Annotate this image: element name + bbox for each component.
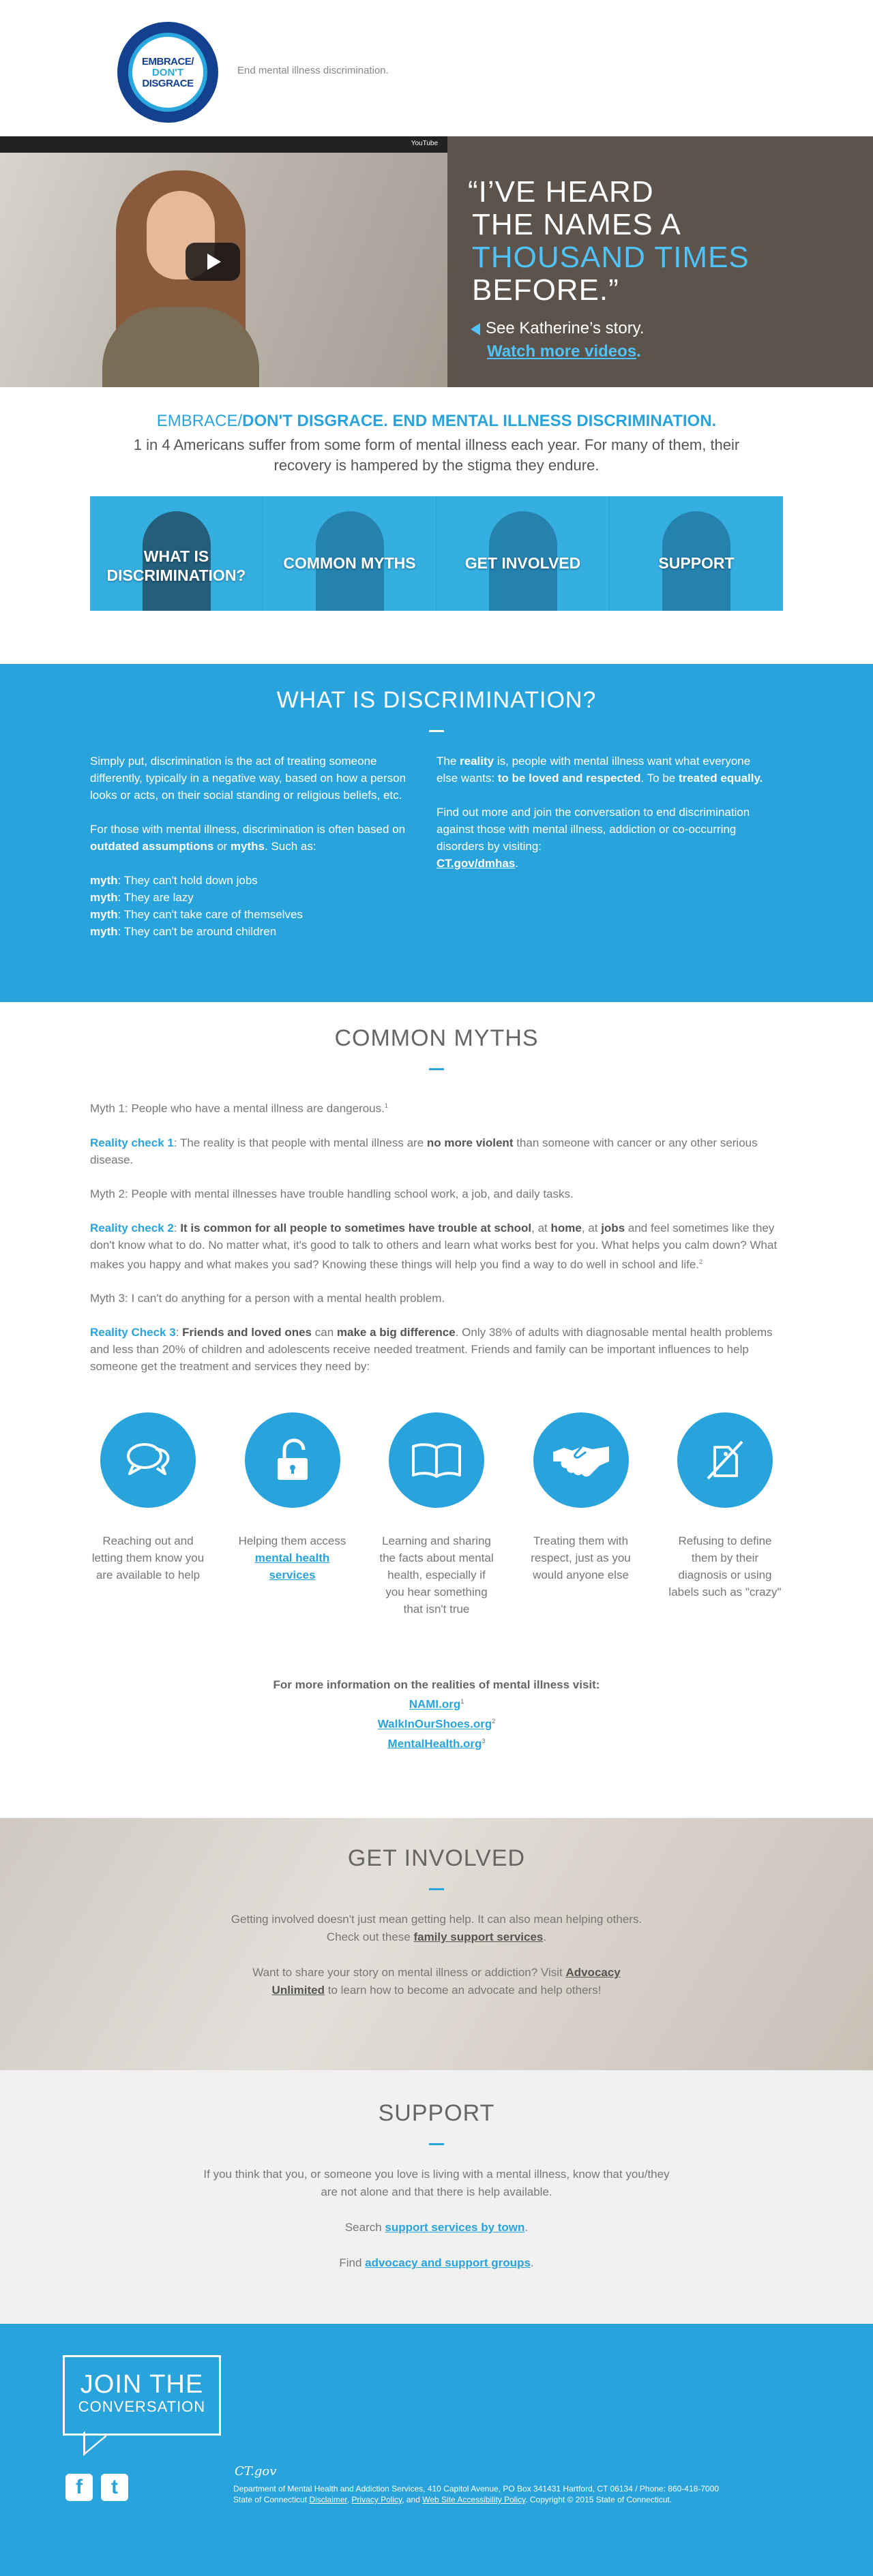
text-span: . To be	[640, 772, 679, 785]
text-span: .	[530, 2256, 534, 2269]
text-span: Search	[344, 2221, 385, 2234]
text-span: :	[175, 1326, 183, 1339]
play-icon	[207, 254, 221, 270]
reality-check-1	[90, 1134, 783, 1168]
watch-more-videos-link[interactable]: Watch more videos	[487, 342, 637, 361]
myth-item	[90, 906, 424, 923]
text-span: is, people with mental illness want what everyone else wants:	[436, 755, 751, 785]
tile-support[interactable]	[610, 496, 783, 611]
text-span: . Only 38% of adults with diagnosable mental health problems and less than 20% of children and adolescents receive needed treatment. Friends and family can be important influences to help someone get the treatment and services they need by:	[90, 1326, 773, 1374]
text-span: . Such as:	[265, 840, 316, 853]
arrow-left-icon	[471, 323, 480, 335]
footer-text	[233, 2483, 820, 2505]
section-tiles	[90, 496, 783, 611]
advocacy-support-groups-link[interactable]: advocacy and support groups	[365, 2256, 531, 2269]
footnote-ref: 2	[492, 1717, 496, 1725]
conversation-text: CONVERSATION	[78, 2398, 206, 2415]
intro-text: 1 in 4 Americans suffer from some form of mental illness each year. For many of them, their recovery is hampered by the stigma they endure.	[133, 436, 740, 474]
logo-text-disgrace: DISGRACE	[142, 77, 194, 89]
title-divider	[429, 730, 444, 732]
help-item-learning-sharing	[377, 1412, 496, 1618]
join-conversation-box	[63, 2355, 221, 2436]
footnote-ref: 2	[699, 1258, 703, 1265]
intro-title-bold: DON'T DISGRACE. END MENTAL ILLNESS DISCRIMINATION.	[242, 412, 717, 430]
text-span: The	[436, 755, 460, 768]
text-span: Helping them access	[238, 1534, 346, 1548]
friends-loved-ones-text: Friends and loved ones	[182, 1326, 312, 1339]
ct-gov-signature-logo[interactable]: CT.gov	[235, 2464, 277, 2479]
tile-common-myths[interactable]	[263, 496, 436, 611]
support-paragraph-1: If you think that you, or someone you love is living with a mental illness, know that you/they are not alone and that there is help available.	[203, 2168, 670, 2198]
title-divider	[429, 1888, 444, 1890]
definition-text: Simply put, discrimination is the act of treating someone differently, typically in a negative way, based on how a person looks or acts, on their social standing or religious beliefs, etc.	[90, 755, 406, 802]
text-span: For those with mental illness, discrimination is often based on	[90, 823, 406, 836]
watch-more	[487, 342, 641, 361]
title-divider	[429, 1068, 444, 1070]
text-span: to learn how to become an advocate and help others!	[325, 1984, 602, 1997]
advocacy-unlimited-link[interactable]: Advocacy Unlimited	[271, 1966, 621, 1997]
tile-label: COMMON MYTHS	[283, 554, 416, 572]
footer-legal	[233, 2494, 820, 2505]
footnote-ref: 1	[460, 1698, 464, 1706]
more-information-label: For more information on the realities of mental illness visit:	[273, 1678, 600, 1692]
myth-word: myth	[90, 908, 118, 921]
help-item-no-labels	[666, 1412, 784, 1618]
common-trouble-text: It is common for all people to sometimes have trouble at school	[180, 1221, 532, 1234]
text-span: Getting involved doesn't just mean getting help. It can also mean helping others. Check out these	[231, 1913, 642, 1943]
play-button[interactable]	[186, 243, 240, 281]
footnote-ref: 3	[482, 1737, 486, 1744]
common-myths-title: COMMON MYTHS	[334, 1025, 539, 1051]
get-involved-text	[225, 1911, 648, 1999]
quote-line-4: BEFORE.”	[472, 273, 619, 307]
text-span: than someone with cancer or any other serious disease.	[90, 1136, 758, 1166]
header-tagline: End mental illness discrimination.	[237, 65, 389, 76]
myth-1-text: Myth 1: People who have a mental illness are dangerous.	[90, 1102, 385, 1115]
discrimination-title: WHAT IS DISCRIMINATION?	[276, 687, 597, 713]
help-item-text: Refusing to define them by their diagnosis or using labels such as "crazy"	[668, 1534, 782, 1599]
hero-quote	[468, 176, 750, 307]
support-section	[0, 2070, 873, 2324]
big-difference-text: make a big difference	[336, 1326, 456, 1339]
myth-text: : They can't be around children	[117, 925, 277, 938]
watch-suffix: .	[636, 342, 641, 361]
reality-check-label: Reality Check 3	[90, 1326, 176, 1339]
reality-word: reality	[460, 755, 494, 768]
embrace-logo[interactable]	[117, 22, 218, 123]
loved-respected-text: to be loved and respected	[497, 772, 641, 785]
text-span: .	[524, 2221, 529, 2234]
common-myths-section	[0, 1002, 873, 1818]
mental-health-services-link[interactable]: mental health services	[254, 1551, 330, 1582]
myth-word: myth	[90, 891, 118, 904]
help-item-respect	[522, 1412, 640, 1618]
title-divider	[429, 2143, 444, 2145]
text-span: , at	[581, 1221, 602, 1234]
video-topbar	[0, 136, 447, 153]
text-span: Want to share your story on mental illness or addiction? Visit	[252, 1966, 566, 1979]
handshake-icon	[533, 1412, 629, 1508]
outdated-assumptions-text: outdated assumptions	[90, 840, 214, 853]
logo-inner-ring	[128, 33, 207, 112]
myth-word: myth	[90, 874, 118, 887]
reality-check-label: Reality check 1	[90, 1136, 174, 1149]
intro-title	[0, 412, 873, 431]
support-paragraph-2	[198, 2219, 675, 2237]
reality-check-2	[90, 1219, 783, 1273]
privacy-policy-link[interactable]: Privacy Policy	[351, 2495, 402, 2504]
footnote-ref: 1	[384, 1102, 388, 1109]
tile-what-is-discrimination[interactable]	[90, 496, 263, 611]
ct-gov-dmhas-link[interactable]: CT.gov/dmhas	[436, 857, 516, 870]
discrimination-section	[0, 664, 873, 1002]
reality-check-label: Reality check 2	[90, 1221, 174, 1234]
text-span: .	[515, 857, 518, 870]
text-span: and feel sometimes like they don't know what to do. No matter what, it's good to talk to others and learn what works best for you. What helps you calm down? What makes you happy and what makes you sad? Knowing these things will help you find a way to do well in school and life.	[90, 1221, 778, 1271]
resource-link-item	[0, 1713, 873, 1733]
quote-line-2: THE NAMES A	[472, 208, 681, 241]
quote-line-3: THOUSAND TIMES	[472, 241, 750, 274]
mental-health-org-link[interactable]: MentalHealth.org	[387, 1737, 482, 1751]
discrimination-columns	[90, 753, 783, 940]
get-involved-section	[0, 1818, 873, 2070]
tile-label: GET INVOLVED	[464, 554, 581, 572]
myth-item	[90, 923, 424, 940]
nami-link[interactable]: NAMI.org	[409, 1697, 461, 1711]
text-span: :	[173, 1221, 181, 1234]
text-span: . Copyright © 2015 State of Connecticut.	[525, 2495, 672, 2504]
jobs-text: jobs	[601, 1221, 625, 1234]
myth-1	[90, 1097, 783, 1117]
help-item-reaching-out	[89, 1412, 207, 1618]
tile-label: SUPPORT	[658, 554, 735, 572]
logo-text-embrace: EMBRACE/	[141, 55, 194, 67]
more-information	[0, 1676, 873, 1752]
footer-address: Department of Mental Health and Addiction Services, 410 Capitol Avenue, PO Box 341431 Hartford, CT 06134 / Phone: 860-418-7000	[233, 2484, 720, 2494]
site-footer	[0, 2324, 873, 2576]
help-item-access-services	[233, 1412, 352, 1618]
family-support-services-link[interactable]: family support services	[413, 1930, 544, 1943]
logo-text-dont: DON'T	[151, 66, 184, 78]
discrimination-right-column	[436, 753, 783, 940]
get-involved-paragraph-1	[225, 1911, 648, 1946]
open-book-icon	[389, 1412, 484, 1508]
text-span: Find out more and join the conversation to end discrimination against those with mental illness, addiction or co-occurring disorders by visiting:	[436, 806, 750, 853]
myth-list	[90, 872, 424, 940]
help-item-text: Treating them with respect, just as you would anyone else	[531, 1534, 631, 1582]
myths-text: myths	[230, 840, 265, 853]
no-label-icon	[677, 1412, 773, 1508]
support-title: SUPPORT	[378, 2100, 495, 2126]
help-item-text	[233, 1532, 352, 1584]
unlock-icon	[245, 1412, 340, 1508]
accessibility-policy-link[interactable]: Web Site Accessibility Policy	[422, 2495, 526, 2504]
myth-item	[90, 872, 424, 889]
join-the-text: JOIN THE	[80, 2370, 204, 2399]
support-paragraph-3	[198, 2254, 675, 2272]
home-text: home	[550, 1221, 582, 1234]
support-services-by-town-link[interactable]: support services by town	[385, 2221, 525, 2234]
hero-banner	[0, 136, 873, 387]
facebook-icon[interactable]: f	[65, 2474, 93, 2501]
myth-text: : They are lazy	[117, 891, 194, 904]
text-span: State of Connecticut	[233, 2495, 310, 2504]
site-header	[0, 0, 873, 136]
speech-bubbles-icon	[100, 1412, 196, 1508]
no-more-violent-text: no more violent	[426, 1136, 514, 1149]
intro-title-plain: EMBRACE/	[156, 412, 243, 430]
myth-text: : They can't take care of themselves	[117, 908, 303, 921]
tile-get-involved[interactable]	[436, 496, 610, 611]
treated-equally-text: treated equally.	[678, 772, 763, 785]
help-icons-row	[89, 1412, 784, 1618]
myth-item	[90, 889, 424, 906]
text-span: , at	[531, 1221, 551, 1234]
myth-word: myth	[90, 925, 118, 938]
myth-3: Myth 3: I can't do anything for a person with a mental health problem.	[90, 1292, 445, 1305]
story-caption	[471, 319, 645, 338]
quote-line-1: “I’VE HEARD	[468, 175, 654, 209]
text-span: or	[213, 840, 231, 853]
text-span: ,	[346, 2495, 352, 2504]
text-span: Find	[339, 2256, 366, 2269]
intro-section	[0, 387, 873, 496]
reality-check-3	[90, 1324, 783, 1375]
disclaimer-link[interactable]: Disclaimer	[309, 2495, 347, 2504]
youtube-label: YouTube	[411, 140, 438, 147]
tile-label: WHAT IS DISCRIMINATION?	[106, 547, 246, 584]
discrimination-left-column	[90, 753, 436, 940]
text-span: .	[543, 1930, 547, 1943]
story-text: See Katherine’s story.	[486, 319, 645, 337]
video-player[interactable]	[0, 136, 447, 387]
text-span: : The reality is that people with mental illness are	[173, 1136, 427, 1149]
text-span: , and	[402, 2495, 423, 2504]
help-item-text: Learning and sharing the facts about mental health, especially if you hear something that isn't true	[379, 1534, 494, 1616]
myth-text: : They can't hold down jobs	[117, 874, 258, 887]
resource-link-item	[0, 1693, 873, 1713]
walk-in-our-shoes-link[interactable]: WalkInOurShoes.org	[377, 1717, 492, 1731]
help-item-text: Reaching out and letting them know you are available to help	[91, 1534, 205, 1582]
myths-intro	[90, 821, 424, 855]
myth-2: Myth 2: People with mental illnesses have trouble handling school work, a job, and daily tasks.	[90, 1187, 574, 1200]
resource-link-item	[0, 1733, 873, 1753]
reality-text	[436, 753, 771, 787]
social-links	[65, 2474, 128, 2501]
get-involved-paragraph-2	[225, 1964, 648, 1999]
find-out-more-text	[436, 804, 771, 872]
text-span: can	[312, 1326, 337, 1339]
support-text	[198, 2166, 675, 2272]
get-involved-title: GET INVOLVED	[347, 1845, 526, 1871]
twitter-icon[interactable]: t	[101, 2474, 128, 2501]
myths-body	[90, 1097, 783, 1375]
